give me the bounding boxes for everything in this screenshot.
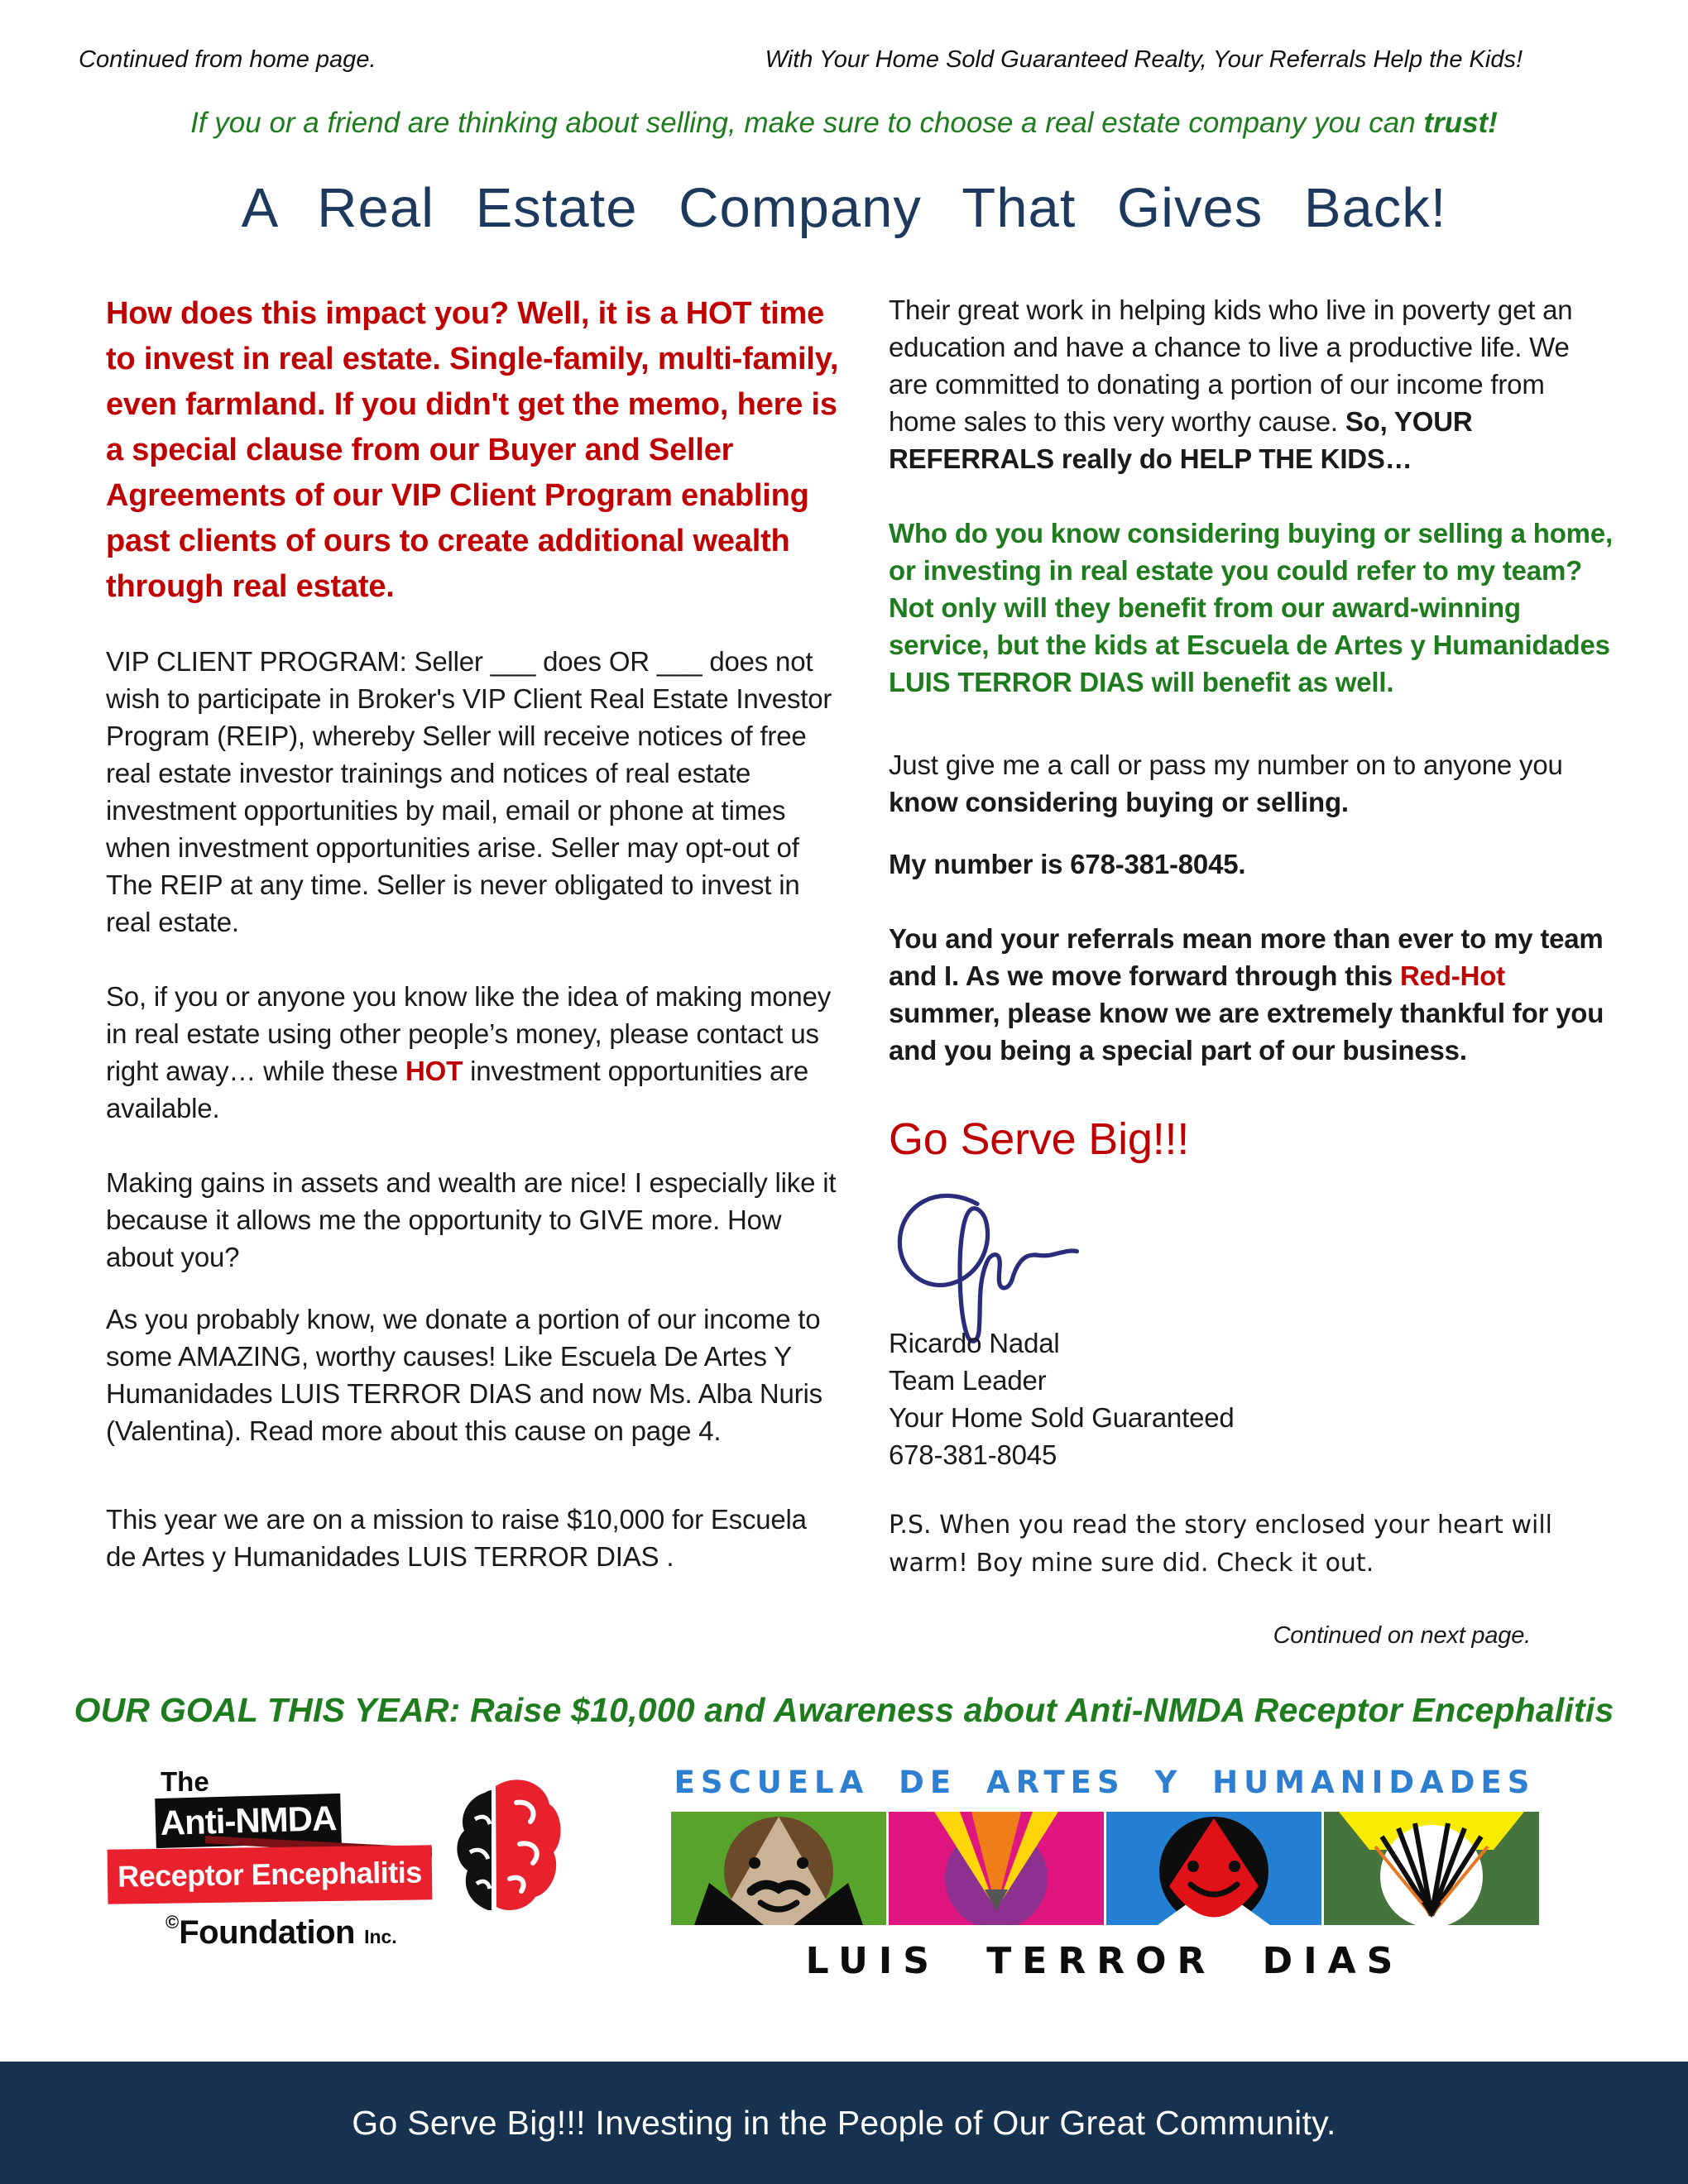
anti-nmda-foundation-logo bbox=[108, 1765, 571, 1981]
donate-paragraph: As you probably know, we donate a portion of our income to some AMAZING, worthy causes! Like Escuela De Artes Y Humanidades LUIS TERROR DIAS and now Ms. Alba Nuris (Valentina). Read more about this cause on page 4. bbox=[106, 1304, 822, 1446]
intro-line bbox=[0, 107, 1688, 140]
great-work-paragraph bbox=[889, 291, 1614, 477]
mission-paragraph: This year we are on a mission to raise $10,000 for Escuela de Artes y Humanidades LUIS TERROR DIAS . bbox=[106, 1504, 807, 1572]
call-text: Just give me a call or pass my number on to anyone you bbox=[889, 750, 1563, 780]
continued-from-note: Continued from home page. bbox=[79, 46, 376, 73]
inc-label: Inc. bbox=[364, 1926, 397, 1947]
open-book-icon bbox=[1324, 1812, 1539, 1925]
opm-paragraph bbox=[106, 978, 841, 1127]
page-title: A Real Estate Company That Gives Back! bbox=[241, 177, 1447, 239]
goal-banner: OUR GOAL THIS YEAR: Raise $10,000 and Awareness about Anti-NMDA Receptor Encephalitis bbox=[74, 1691, 1614, 1729]
nmda-foundation-line bbox=[165, 1912, 397, 1952]
great-work-text: Their great work in helping kids who live in poverty get an education and have a chance to live a productive life. We are committed to donating a portion of our income from home sales to this very worthy cause. bbox=[889, 295, 1573, 437]
opm-text: So, if you or anyone you know like the idea of making money in real estate using other people’s money, please contact us right away… while these bbox=[106, 981, 832, 1086]
escuela-art-tiles bbox=[637, 1812, 1572, 1925]
making-gains-paragraph: Making gains in assets and wealth are nice! I especially like it because it allows me the opportunity to GIVE more. How about you? bbox=[106, 1167, 837, 1272]
footer-banner bbox=[0, 2062, 1688, 2184]
ps-note: P.S. When you read the story enclosed your heart will warm! Boy mine sure did. Check it out. bbox=[889, 1511, 1552, 1578]
right-column bbox=[889, 291, 1614, 1655]
signer-phone: 678-381-8045 bbox=[889, 1439, 1057, 1470]
signature-icon bbox=[884, 1174, 1248, 1349]
intro-emphasis: trust! bbox=[1423, 107, 1498, 139]
tagline-note: With Your Home Sold Guaranteed Realty, Your Referrals Help the Kids! bbox=[765, 46, 1523, 73]
signer-company: Your Home Sold Guaranteed bbox=[889, 1402, 1235, 1433]
rays-artwork-icon bbox=[889, 1812, 1104, 1925]
vip-program-paragraph: VIP CLIENT PROGRAM: Seller ___ does OR ___ does not wish to participate in Broker's VIP Client Real Estate Investor Program (REIP), whereby Seller will receive notices of free real estate investor trainings and notices of real estate investment opportunities by mail, email or phone at times when investment opportunities arise. Seller may opt-out of The REIP at any time. Seller is never obligated to invest in real estate. bbox=[106, 646, 832, 937]
intro-text: If you or a friend are thinking about selling, make sure to choose a real estate company you can bbox=[190, 107, 1424, 139]
call-emphasis: know considering buying or selling. bbox=[889, 787, 1349, 817]
escuela-logo bbox=[637, 1765, 1572, 1982]
brain-icon bbox=[437, 1770, 563, 1915]
opm-text-end: investment opportunities are available. bbox=[106, 1056, 809, 1123]
signer-role: Team Leader bbox=[889, 1365, 1047, 1396]
man-face-icon bbox=[671, 1812, 886, 1925]
signer-name: Ricardo Nadal bbox=[889, 1328, 1060, 1358]
red-face-icon bbox=[1106, 1812, 1321, 1925]
go-serve-big-heading: Go Serve Big!!! bbox=[889, 1114, 1190, 1164]
thankful-text-end: summer, please know we are extremely thankful for you and you being a special part of our business. bbox=[889, 998, 1604, 1066]
signature-block bbox=[889, 1324, 1614, 1473]
who-do-you-know-paragraph: Who do you know considering buying or selling a home, or investing in real estate you could refer to my team? Not only will they benefit from our award-winning service, but the kids at Escuela de Artes y Humanidades LUIS TERROR DIAS will benefit as well. bbox=[889, 518, 1613, 697]
foundation-label: Foundation bbox=[179, 1914, 355, 1951]
footer-text: Go Serve Big!!! Investing in the People of Our Great Community. bbox=[352, 2103, 1336, 2142]
hot-emphasis: HOT bbox=[405, 1056, 463, 1086]
logos-row bbox=[0, 1730, 1688, 1982]
lead-paragraph: How does this impact you? Well, it is a HOT time to invest in real estate. Single-family, multi-family, even farmland. If you didn't get the memo, here is a special clause from our Buyer and Seller Agreements of our VIP Client Program enabling past clients of ours to create additional wealth through real estate. bbox=[106, 296, 839, 604]
nmda-the-label: The bbox=[161, 1766, 209, 1797]
my-number-line: My number is 678-381-8045. bbox=[889, 849, 1246, 879]
thankful-paragraph bbox=[889, 920, 1614, 1069]
left-column bbox=[106, 291, 841, 1575]
give-me-a-call-paragraph bbox=[889, 746, 1614, 821]
escuela-subtitle: LUIS TERROR DIAS bbox=[805, 1940, 1404, 1982]
thankful-text: You and your referrals mean more than ever to my team and I. As we move forward through this bbox=[889, 923, 1604, 991]
continued-next-note: Continued on next page. bbox=[1273, 1622, 1531, 1649]
nmda-line1: Anti-NMDA bbox=[160, 1798, 337, 1842]
copyright-mark: © bbox=[165, 1912, 180, 1933]
nmda-line2: Receptor Encephalitis bbox=[117, 1855, 423, 1894]
red-hot-emphasis: Red-Hot bbox=[1400, 960, 1505, 991]
top-notes bbox=[0, 0, 1688, 74]
referrals-help-kids-emphasis: So, YOUR REFERRALS really do HELP THE KIDS… bbox=[889, 406, 1473, 474]
nmda-red-banner bbox=[108, 1845, 433, 1904]
body-columns bbox=[0, 240, 1688, 1655]
escuela-title: ESCUELA DE ARTES Y HUMANIDADES bbox=[674, 1765, 1536, 1800]
